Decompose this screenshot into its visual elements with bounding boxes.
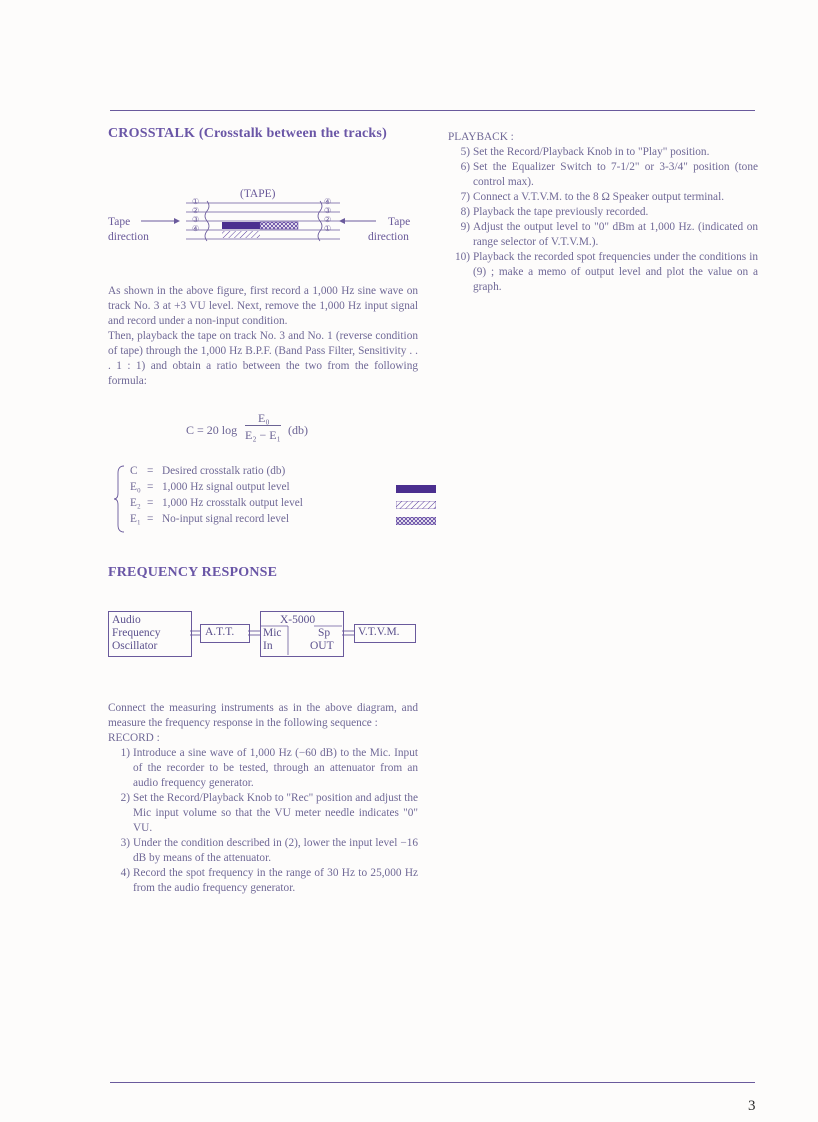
formula-lhs: C = 20 log <box>186 423 238 437</box>
record-steps <box>108 746 418 896</box>
left-column <box>108 126 418 896</box>
right-tape-label: Tape <box>388 216 411 228</box>
tape-label: (TAPE) <box>240 188 276 200</box>
legend-equals: = <box>147 465 154 477</box>
frequency-response-title: FREQUENCY RESPONSE <box>108 565 278 580</box>
oscillator-label-3: Oscillator <box>112 640 158 652</box>
recorder-in: In <box>263 640 273 652</box>
track3-signal-block <box>222 222 260 229</box>
record-step <box>108 836 418 866</box>
step-text: Playback the tape previously recorded. <box>473 206 649 218</box>
step-text: Set the Record/Playback Knob in to "Play" position. <box>473 146 710 158</box>
legend-equals: = <box>147 513 154 525</box>
legend-text: No-input signal record level <box>162 513 290 525</box>
playback-step <box>448 160 758 190</box>
playback-step <box>448 205 758 220</box>
left-track-1: ① <box>192 197 200 206</box>
legend-symbol: E₂ <box>130 497 141 509</box>
left-tape-label: Tape <box>108 216 131 228</box>
formula-legend <box>108 465 418 533</box>
formula-denominator: E₂ − E₁ <box>245 428 281 442</box>
left-track-3: ③ <box>192 215 200 224</box>
att-label: A.T.T. <box>205 626 235 638</box>
legend-equals: = <box>147 481 154 493</box>
legend-symbol: C <box>130 465 138 477</box>
legend-text: 1,000 Hz signal output level <box>162 481 290 493</box>
crosstalk-formula <box>108 409 418 449</box>
left-track-2: ② <box>192 206 200 215</box>
recorder-out: OUT <box>310 640 334 652</box>
playback-step <box>448 145 758 160</box>
recorder-divider <box>260 611 342 655</box>
legend-equals: = <box>147 497 154 509</box>
formula-fraction-bar <box>245 425 281 426</box>
right-track-4: ④ <box>324 197 332 206</box>
legend-text: 1,000 Hz crosstalk output level <box>162 497 303 509</box>
step-number: 2) <box>120 792 130 804</box>
record-step <box>108 791 418 836</box>
legend-brace <box>114 465 126 533</box>
top-rule <box>110 110 755 111</box>
recorder-sp: Sp <box>318 627 331 639</box>
legend-symbol: E₁ <box>130 513 141 525</box>
right-track-2: ② <box>324 215 332 224</box>
step-number: 10) <box>454 251 470 263</box>
left-track-4: ④ <box>192 224 200 233</box>
formula-numerator: E₀ <box>258 411 270 425</box>
oscillator-label-2: Frequency <box>112 627 161 639</box>
record-step <box>108 746 418 791</box>
playback-step <box>448 190 758 205</box>
step-text: Set the Record/Playback Knob to "Rec" position and adjust the Mic input volume so that the VU meter needle indicates "0" VU. <box>133 792 419 834</box>
record-label: RECORD : <box>108 732 160 744</box>
legend-swatch-solid <box>396 485 436 493</box>
legend-swatch-hatch <box>396 501 436 509</box>
step-number: 4) <box>120 867 130 879</box>
crosstalk-paragraph-2: Then, playback the tape on track No. 3 and No. 1 (reverse condition of tape) through the 1,000 Hz B.P.F. (Band Pass Filter, Sensitivity . . . 1 : 1) and obtain a ratio between the two from the following formula: <box>108 330 418 387</box>
right-direction-label: direction <box>368 231 409 243</box>
crosstalk-subtitle: (Crosstalk between the tracks) <box>198 126 387 141</box>
step-number: 3) <box>120 837 130 849</box>
step-number: 8) <box>460 206 470 218</box>
legend-swatch-cross <box>396 517 436 525</box>
step-text: Adjust the output level to "0" dBm at 1,000 Hz. (indicated on range selector of V.T.V.M.). <box>473 221 758 248</box>
step-number: 5) <box>460 146 470 158</box>
tape-track-figure <box>108 166 418 254</box>
oscillator-label-1: Audio <box>112 614 141 626</box>
measurement-block-diagram <box>108 611 418 701</box>
frequency-intro: Connect the measuring instruments as in the above diagram, and measure the frequency response in the following sequence : <box>108 702 418 729</box>
step-text: Introduce a sine wave of 1,000 Hz (−60 dB) to the Mic. Input of the recorder to be tested, through an attenuator from an audio frequency generator. <box>133 747 418 789</box>
left-direction-label: direction <box>108 231 149 243</box>
recorder-mic: Mic <box>263 627 282 639</box>
formula-unit: (db) <box>288 423 308 437</box>
step-text: Playback the recorded spot frequencies under the conditions in (9) ; make a memo of output level and plot the value on a graph. <box>473 251 758 293</box>
step-text: Connect a V.T.V.M. to the 8 Ω Speaker output terminal. <box>473 191 725 203</box>
playback-step <box>448 250 758 295</box>
track1-crosstalk-block <box>222 231 260 238</box>
step-number: 7) <box>460 191 470 203</box>
right-track-3: ③ <box>324 206 332 215</box>
legend-symbol: E₀ <box>130 481 141 493</box>
crosstalk-paragraph-1: As shown in the above figure, first record a 1,000 Hz sine wave on track No. 3 at +3 VU level. Next, remove the 1,000 Hz input signal and record under a non-input condition. <box>108 285 418 327</box>
crosstalk-title: CROSSTALK <box>108 126 196 141</box>
crosstalk-heading <box>108 126 418 142</box>
recorder-model: X-5000 <box>280 614 316 626</box>
track3-noinput-block <box>260 222 298 229</box>
right-column <box>448 130 758 295</box>
playback-steps <box>448 145 758 295</box>
legend-text: Desired crosstalk ratio (db) <box>162 465 286 477</box>
playback-label: PLAYBACK : <box>448 131 514 143</box>
step-number: 6) <box>460 161 470 173</box>
record-step <box>108 866 418 896</box>
step-text: Record the spot frequency in the range of 30 Hz to 25,000 Hz from the audio frequency generator. <box>133 867 418 894</box>
right-track-1: ① <box>324 224 332 233</box>
vtvm-label: V.T.V.M. <box>358 626 400 638</box>
bottom-rule <box>110 1082 755 1083</box>
step-number: 9) <box>460 221 470 233</box>
playback-step <box>448 220 758 250</box>
step-text: Under the condition described in (2), lower the input level −16 dB by means of the attenuator. <box>133 837 418 864</box>
step-number: 1) <box>120 747 130 759</box>
page-number: 3 <box>748 1098 756 1114</box>
step-text: Set the Equalizer Switch to 7-1/2" or 3-3/4" position (tone control max). <box>473 161 758 188</box>
